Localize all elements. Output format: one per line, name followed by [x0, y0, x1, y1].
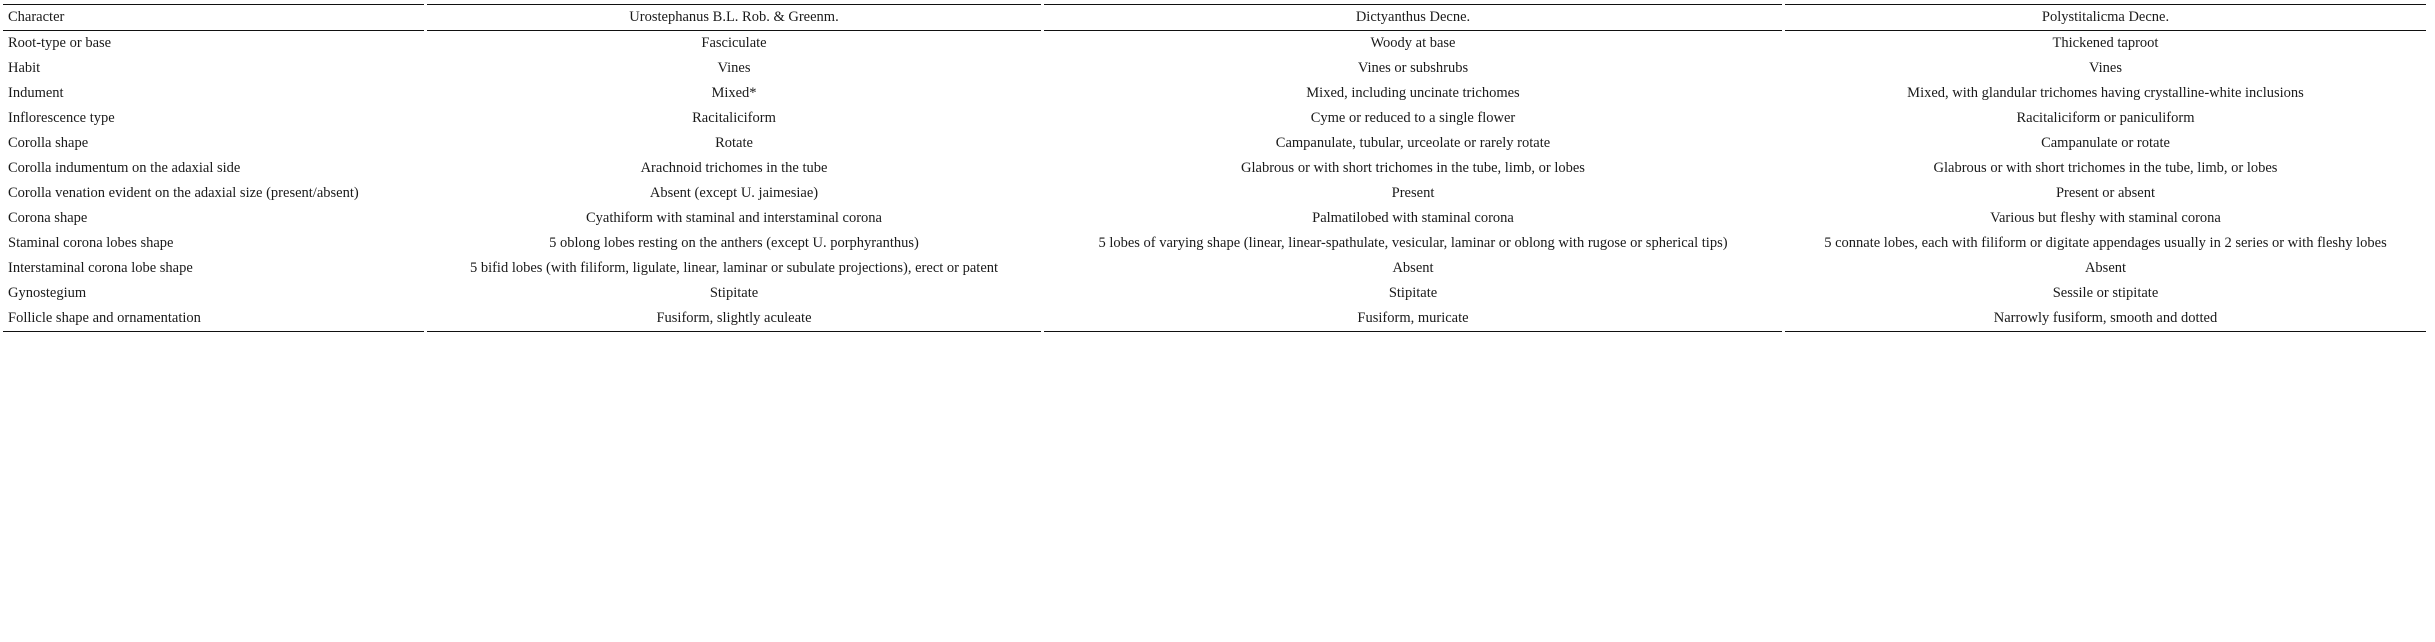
urostephanus-cell: Vines	[717, 60, 751, 76]
table-row	[3, 231, 2426, 256]
polystitalicma-cell: Narrowly fusiform, smooth and dotted	[1785, 306, 2426, 332]
dictyanthus-cell: Mixed, including uncinate trichomes	[1306, 85, 1520, 101]
polystitalicma-cell: Present or absent	[2055, 185, 2156, 201]
dictyanthus-cell: Campanulate, tubular, urceolate or rarely rotate	[1275, 135, 1551, 151]
urostephanus-cell: Stipitate	[709, 285, 759, 301]
table-row	[3, 156, 2426, 181]
urostephanus-cell: 5 bifid lobes (with filiform, ligulate, linear, laminar or subulate projections), erect or patent	[469, 260, 999, 276]
character-cell: Indument	[8, 85, 64, 101]
table-row	[3, 56, 2426, 81]
table-row	[3, 31, 2426, 56]
polystitalicma-cell: Campanulate or rotate	[2041, 135, 2170, 151]
table-row	[3, 131, 2426, 156]
urostephanus-cell: Arachnoid trichomes in the tube	[640, 160, 828, 176]
urostephanus-cell: Rotate	[715, 135, 753, 151]
table-row	[3, 281, 2426, 306]
dictyanthus-cell: Vines or subshrubs	[1357, 60, 1469, 76]
header-row	[3, 4, 2426, 31]
character-cell: Corolla indumentum on the adaxial side	[8, 160, 241, 176]
table-row	[3, 306, 2426, 332]
dictyanthus-cell: Glabrous or with short trichomes in the tube, limb, or lobes	[1241, 160, 1585, 176]
character-cell: Gynostegium	[8, 285, 87, 301]
character-cell: Inflorescence type	[8, 110, 115, 126]
polystitalicma-cell: Thickened taproot	[2052, 35, 2159, 51]
polystitalicma-cell: Mixed, with glandular trichomes having crystalline-white inclusions	[1907, 85, 2304, 101]
urostephanus-cell: Fasciculate	[701, 35, 767, 51]
header-character: Character	[3, 4, 424, 31]
character-cell: Corolla shape	[8, 135, 89, 151]
urostephanus-cell: 5 oblong lobes resting on the anthers (except U. porphyranthus)	[549, 235, 919, 251]
polystitalicma-cell: Vines	[2089, 60, 2122, 76]
dictyanthus-cell: Woody at base	[1370, 35, 1456, 51]
character-cell: Habit	[8, 60, 41, 76]
character-cell: Root-type or base	[8, 35, 112, 51]
character-cell: Staminal corona lobes shape	[8, 235, 174, 251]
polystitalicma-cell: Various but fleshy with staminal corona	[1990, 210, 2221, 226]
character-cell: Interstaminal corona lobe shape	[8, 260, 193, 276]
dictyanthus-cell: 5 lobes of varying shape (linear, linear-spathulate, vesicular, laminar or oblong with rugose or spherical tips)	[1098, 235, 1728, 251]
polystitalicma-cell: Racitaliciform or paniculiform	[2016, 110, 2195, 126]
polystitalicma-cell: 5 connate lobes, each with filiform or digitate appendages usually in 2 series or with fleshy lobes	[1824, 235, 2387, 251]
dictyanthus-cell: Stipitate	[1388, 285, 1438, 301]
table-row	[3, 206, 2426, 231]
character-cell: Corolla venation evident on the adaxial size (present/absent)	[8, 185, 359, 201]
comparison-table	[0, 4, 2429, 332]
table-row	[3, 181, 2426, 206]
header-urostephanus: Urostephanus B.L. Rob. & Greenm.	[427, 4, 1041, 31]
table-row	[3, 81, 2426, 106]
header-dictyanthus: Dictyanthus Decne.	[1044, 4, 1782, 31]
dictyanthus-cell: Palmatilobed with staminal corona	[1312, 210, 1514, 226]
polystitalicma-cell: Sessile or stipitate	[2052, 285, 2159, 301]
dictyanthus-cell: Fusiform, muricate	[1044, 306, 1782, 332]
character-cell: Corona shape	[8, 210, 88, 226]
urostephanus-cell: Absent (except U. jaimesiae)	[649, 185, 819, 201]
urostephanus-cell: Racitaliciform	[692, 110, 776, 126]
urostephanus-cell: Mixed*	[711, 85, 757, 101]
table-row	[3, 256, 2426, 281]
polystitalicma-cell: Absent	[2084, 260, 2127, 276]
character-cell: Follicle shape and ornamentation	[3, 306, 424, 332]
table-row	[3, 106, 2426, 131]
dictyanthus-cell: Absent	[1392, 260, 1434, 276]
urostephanus-cell: Fusiform, slightly aculeate	[427, 306, 1041, 332]
polystitalicma-cell: Glabrous or with short trichomes in the tube, limb, or lobes	[1933, 160, 2278, 176]
dictyanthus-cell: Present	[1391, 185, 1435, 201]
header-polystitalicma: Polystitalicma Decne.	[1785, 4, 2426, 31]
urostephanus-cell: Cyathiform with staminal and interstaminal corona	[586, 210, 882, 226]
dictyanthus-cell: Cyme or reduced to a single flower	[1310, 110, 1516, 126]
